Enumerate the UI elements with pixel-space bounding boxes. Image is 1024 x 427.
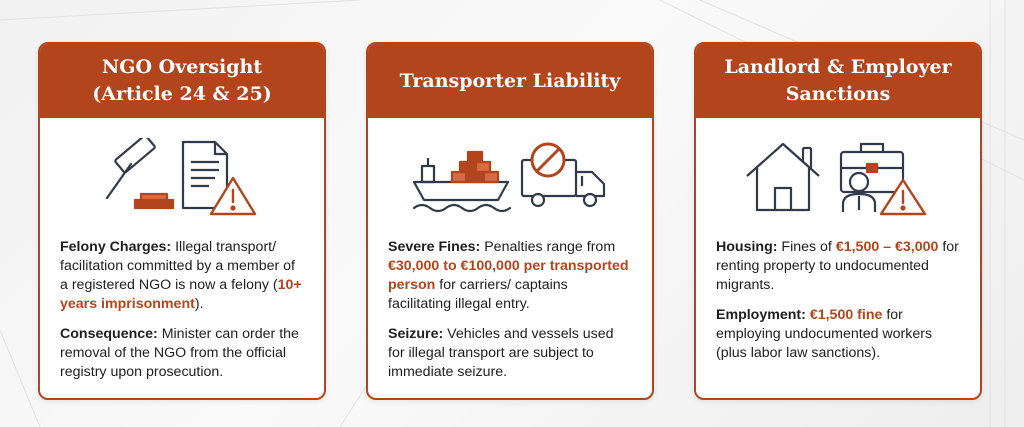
card-body xyxy=(696,238,980,363)
card-title-line1: Transporter Liability xyxy=(399,69,621,92)
prohibited-icon xyxy=(532,144,564,176)
severe-fines-end: for carriers/ captains facilitating illegal entry. xyxy=(388,277,568,312)
felony-charges-end: ). xyxy=(194,296,204,312)
gavel-icon xyxy=(107,138,173,208)
seizure-paragraph xyxy=(388,325,634,382)
felony-charges-label: Felony Charges: xyxy=(60,239,172,255)
employment-paragraph xyxy=(716,306,962,363)
felony-charges-text: Illegal transport/ facilitation committed by a member of a registered NGO is now a felony ( xyxy=(60,239,295,293)
card-icon-row xyxy=(40,118,324,238)
card-body xyxy=(40,238,324,382)
card-header xyxy=(368,44,652,118)
card-transporter-liability xyxy=(366,42,654,400)
card-landlord-employer-sanctions xyxy=(694,42,982,400)
card-title-line2: Sanctions xyxy=(785,83,891,105)
card-header xyxy=(40,44,324,118)
warning-icon xyxy=(881,180,925,214)
card-title-line1: NGO Oversight xyxy=(101,56,263,78)
employment-label: Employment: xyxy=(716,307,806,323)
card-title-line1: Landlord & Employer xyxy=(724,56,952,78)
card-body xyxy=(368,238,652,382)
seizure-text: Vehicles and vessels used for illegal transport are subject to immediate seizure. xyxy=(388,326,614,380)
cargo-ship-icon xyxy=(414,152,510,211)
house-icon xyxy=(747,144,819,210)
housing-fine-highlight: €1,500 – €3,000 xyxy=(835,239,939,255)
felony-charges-paragraph xyxy=(60,238,306,314)
card-header xyxy=(696,44,980,118)
ngo-icons xyxy=(97,138,267,218)
employment-end: for employing undocumented workers (plus labor law sanctions). xyxy=(716,307,933,361)
fine-range-highlight: €30,000 to €100,000 per transported person xyxy=(388,258,629,293)
felony-highlight: 10+ years imprisonment xyxy=(60,277,302,312)
consequence-text: Minister can order the removal of the NGO from the official registry upon prosecution. xyxy=(60,326,299,380)
housing-paragraph xyxy=(716,238,962,295)
housing-text: Fines of xyxy=(777,239,836,255)
card-icon-row xyxy=(696,118,980,238)
housing-end: for renting property to undocumented migrants. xyxy=(716,239,959,293)
card-icon-row xyxy=(368,118,652,238)
sanction-icons xyxy=(743,138,933,218)
transport-icons xyxy=(410,138,610,218)
severe-fines-text: Penalties range from xyxy=(480,239,616,255)
card-title-line2: (Article 24 & 25) xyxy=(92,83,272,105)
severe-fines-paragraph xyxy=(388,238,634,314)
housing-label: Housing: xyxy=(716,239,778,255)
card-ngo-oversight xyxy=(38,42,326,400)
severe-fines-label: Severe Fines: xyxy=(388,239,481,255)
consequence-label: Consequence: xyxy=(60,326,158,342)
warning-icon xyxy=(211,178,255,214)
employment-fine-highlight: €1,500 fine xyxy=(809,307,883,323)
seizure-label: Seizure: xyxy=(388,326,444,342)
consequence-paragraph xyxy=(60,325,306,382)
